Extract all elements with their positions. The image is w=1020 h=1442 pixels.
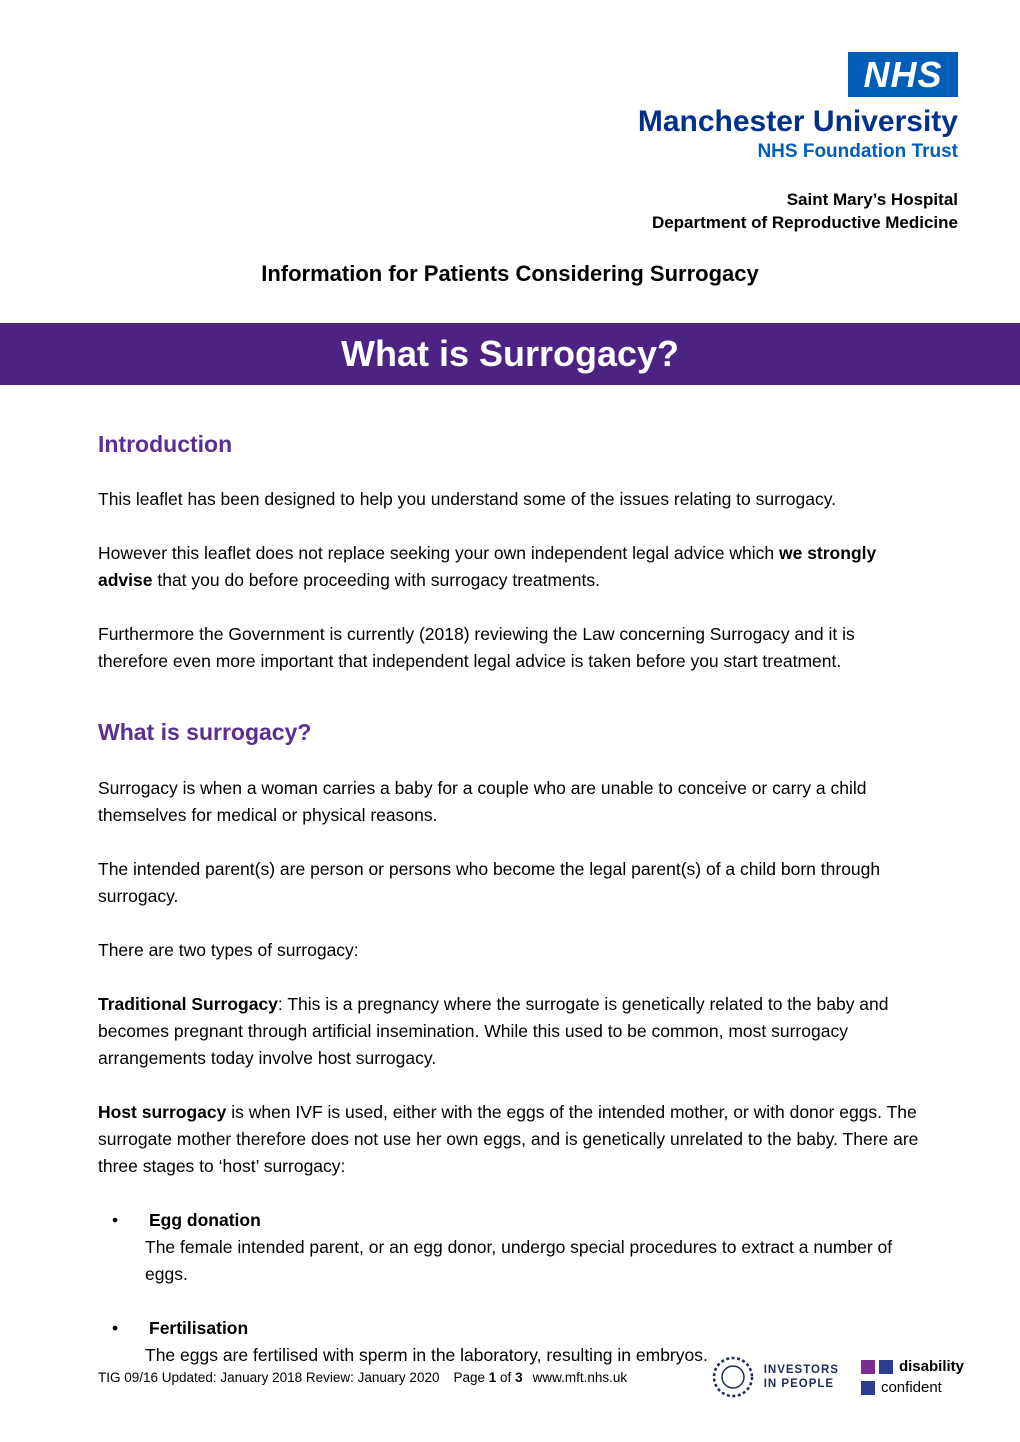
section-heading-introduction: Introduction: [98, 430, 233, 457]
banner-title: What is Surrogacy?: [340, 332, 680, 374]
paragraph: [98, 937, 923, 964]
footer-page-number: 1: [488, 1369, 497, 1385]
title-banner: [0, 323, 1020, 385]
bullet-icon: •: [112, 1318, 119, 1339]
document-body: [0, 431, 1020, 1369]
footer-website: www.mft.nhs.uk: [532, 1369, 628, 1385]
footer-page-total: 3: [515, 1369, 523, 1385]
paragraph: [98, 856, 923, 910]
list-item-body: [145, 1207, 923, 1288]
paragraph-text: that you do before proceeding with surrogacy treatments.: [152, 570, 600, 591]
paragraph-text: Furthermore the Government is currently (2018) reviewing the Law concerning Surrogacy and it is therefore even more important that independent legal advice is taken before you start treatment.: [98, 624, 855, 672]
paragraph: [98, 991, 923, 1072]
paragraph-text: There are two types of surrogacy:: [98, 940, 359, 961]
page-header: [0, 0, 1020, 235]
dc-row-top: [861, 1358, 964, 1375]
list-item-text: The eggs are fertilised with sperm in the laboratory, resulting in embryos.: [145, 1345, 708, 1366]
paragraph: [98, 621, 923, 675]
paragraph-text: The intended parent(s) are person or persons who become the legal parent(s) of a child born through surrogacy.: [98, 859, 881, 907]
footer-logos: [710, 1354, 964, 1400]
list-item-text: The female intended parent, or an egg donor, undergo special procedures to extract a number of eggs.: [145, 1237, 893, 1285]
footer-of-label: of: [500, 1369, 512, 1385]
paragraph: [98, 1099, 923, 1180]
dc-subtitle: confident: [880, 1379, 942, 1396]
department-name: Department of Reproductive Medicine: [651, 212, 958, 232]
confident-badge-icon: [879, 1360, 893, 1374]
site-block: [98, 189, 958, 235]
list-item-title: Egg donation: [149, 1210, 261, 1231]
iip-line2: IN PEOPLE: [763, 1378, 835, 1390]
hospital-name: Saint Mary’s Hospital: [786, 190, 958, 209]
list-item: [98, 1207, 923, 1288]
confident-badge-icon: [861, 1381, 875, 1395]
paragraph-text-bold: we strongly advise: [98, 543, 877, 591]
paragraph: [98, 540, 923, 594]
iip-line1: INVESTORS: [763, 1363, 839, 1376]
nhs-logo-row: [98, 52, 958, 97]
paragraph: [98, 775, 923, 829]
bullet-icon: •: [112, 1210, 119, 1231]
dc-title: disability: [898, 1358, 964, 1375]
investors-in-people-logo: [710, 1354, 839, 1400]
disability-confident-logo: [861, 1358, 964, 1396]
document-title: Information for Patients Considering Surrogacy: [261, 260, 759, 286]
list-item-title: Fertilisation: [149, 1318, 249, 1339]
paragraph-text: : This is a pregnancy where the surrogate is genetically related to the baby and becomes pregnant through artificial insemination. While this used to be common, most surrogacy arrangements today involve host surrogacy.: [98, 994, 889, 1069]
paragraph-text: This leaflet has been designed to help you understand some of the issues relating to surrogacy.: [98, 489, 837, 510]
paragraph-text: is when IVF is used, either with the eggs of the intended mother, or with donor eggs. The surrogate mother therefore does not use her own eggs, and is genetically unrelated to the baby. There are three stages to ‘host’ surrogacy:: [98, 1102, 919, 1177]
paragraph: [98, 486, 923, 513]
page-footer: [98, 1354, 964, 1400]
paragraph-text: Surrogacy is when a woman carries a baby for a couple who are unable to conceive or carry a child themselves for medical or physical reasons.: [98, 778, 867, 826]
paragraph-text: However this leaflet does not replace seeking your own independent legal advice which: [98, 543, 779, 564]
laurel-circle-icon: [710, 1354, 756, 1400]
trust-subtitle: NHS Foundation Trust: [757, 141, 958, 162]
paragraph-text-bold: Traditional Surrogacy: [98, 994, 278, 1015]
iip-text: [764, 1363, 839, 1392]
footer-ref-text: TIG 09/16 Updated: January 2018 Review: January 2020: [98, 1369, 440, 1385]
disability-badge-icon: [861, 1360, 875, 1374]
footer-reference: [98, 1370, 627, 1385]
nhs-logo-icon: NHS: [848, 52, 958, 97]
paragraph-text-bold: Host surrogacy: [98, 1102, 227, 1123]
trust-name: Manchester University: [637, 105, 958, 138]
section-heading-what-is-surrogacy: What is surrogacy?: [98, 719, 312, 746]
dc-row-bottom: [861, 1379, 964, 1396]
footer-page-label: Page: [453, 1369, 485, 1385]
